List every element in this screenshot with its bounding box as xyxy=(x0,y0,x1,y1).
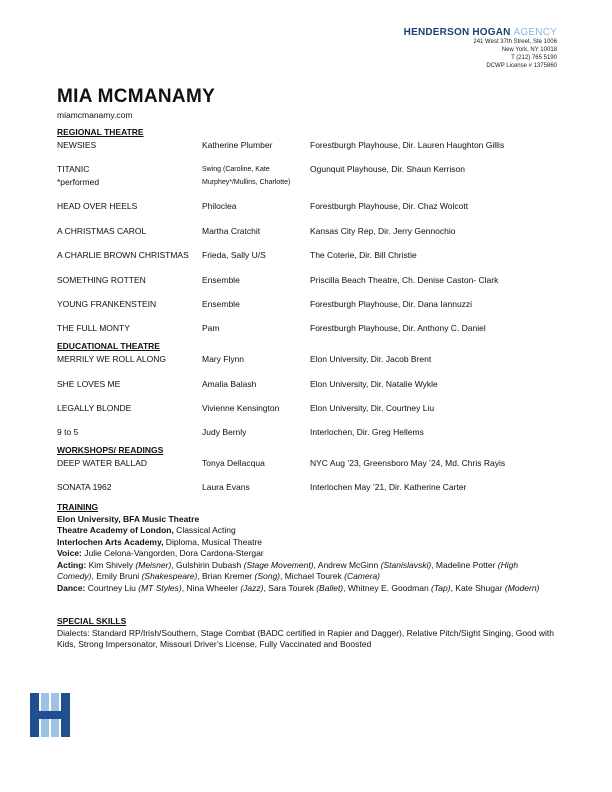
performer-name: MIA MCMANAMY xyxy=(57,86,216,107)
training-dance: Dance: Courtney Liu (MT Styles), Nina Wheeler (Jazz), Sara Tourek (Ballet), Whitney E. Goodman (Tap), Kate Shugar (Modern) xyxy=(57,582,540,593)
training-acting: Acting: Kim Shively (Meisner), Gulshirin Dubash (Stage Movement), Andrew McGinn (Stanislavski), Madeline Potter (High Comedy), Emily Bruni (Shakespeare), Brian Kremer (Song), Michael Tourek (Camera) xyxy=(57,559,519,581)
performer-website: miamcmanamy.com xyxy=(57,110,133,120)
credit-show: LEGALLY BLONDE xyxy=(57,403,132,413)
credit-show: 9 to 5 xyxy=(57,427,79,437)
credit-show: NEWSIES xyxy=(57,140,97,150)
credit-role: Katherine Plumber xyxy=(202,140,273,150)
section-title-regional: REGIONAL THEATRE xyxy=(57,127,144,137)
credit-role: Amalia Balash xyxy=(202,379,257,389)
credit-show: MERRILY WE ROLL ALONG xyxy=(57,354,166,364)
credit-role: Laura Evans xyxy=(202,482,250,492)
credit-venue: Priscilla Beach Theatre, Ch. Denise Caston- Clark xyxy=(310,275,499,285)
credit-venue: Interlochen, Dir. Greg Hellems xyxy=(310,427,424,437)
credit-venue: Forestburgh Playhouse, Dir. Chaz Wolcott xyxy=(310,201,469,211)
agency-address-line1: 241 West 37th Street, Ste 1006 xyxy=(473,39,557,45)
section-title-educational: EDUCATIONAL THEATRE xyxy=(57,341,160,351)
agency-address-line2: New York, NY 10018 xyxy=(501,47,557,53)
logo-bar-right xyxy=(61,693,70,737)
credit-role: Martha Cratchit xyxy=(202,226,261,236)
credit-venue: Ogunquit Playhouse, Dir. Shaun Kerrison xyxy=(310,164,465,174)
agency-name-suffix: AGENCY xyxy=(513,27,557,38)
section-title-training: TRAINING xyxy=(57,502,99,512)
credit-show: SOMETHING ROTTEN xyxy=(57,275,146,285)
logo-bar-left xyxy=(30,693,39,737)
credit-show: YOUNG FRANKENSTEIN xyxy=(57,299,157,309)
agency-phone: T (212) 765 5190 xyxy=(511,55,557,61)
credit-role-continued: Murphey*/Mullins, Charlotte) xyxy=(202,179,291,186)
credit-show-note: *performed xyxy=(57,177,100,187)
credit-show: A CHRISTMAS CAROL xyxy=(57,226,147,236)
training-elon: Elon University, BFA Music Theatre xyxy=(57,513,200,524)
credit-show: DEEP WATER BALLAD xyxy=(57,458,148,468)
credit-role: Philoclea xyxy=(202,201,237,211)
skills-section xyxy=(57,616,557,651)
credit-venue: Interlochen May ’21, Dir. Katherine Carter xyxy=(310,482,467,492)
credit-venue: Forestburgh Playhouse, Dir. Anthony C. Daniel xyxy=(310,323,486,333)
credit-show: SHE LOVES ME xyxy=(57,379,121,389)
credit-show: A CHARLIE BROWN CHRISTMAS xyxy=(57,250,189,260)
credit-venue: NYC Aug ’23, Greensboro May ’24, Md. Chris Rayis xyxy=(310,458,506,468)
section-title-skills: SPECIAL SKILLS xyxy=(57,616,127,626)
skills-text: Dialects: Standard RP/Irish/Southern, Stage Combat (BADC certified in Rapier and Dagger), Relative Pitch/Sight Singing, Good with Kids, Strong Impersonator, Missouri Driver’s License, Fully Vaccinated and Boosted xyxy=(57,627,555,649)
agency-logo xyxy=(30,693,70,737)
agency-name xyxy=(404,27,557,38)
credit-role: Frieda, Sally U/S xyxy=(202,250,266,260)
training-voice: Voice: Julie Celona-Vangorden, Dora Cardona-Stergar xyxy=(57,548,264,558)
credit-venue: Forestburgh Playhouse, Dir. Dana Iannuzzi xyxy=(310,299,473,309)
agency-name-main: HENDERSON HOGAN xyxy=(403,27,511,38)
credit-venue: Kansas City Rep, Dir. Jerry Gennochio xyxy=(310,226,456,236)
training-interlochen: Interlochen Arts Academy, Diploma, Musical Theatre xyxy=(57,536,263,547)
credit-show: HEAD OVER HEELS xyxy=(57,201,138,211)
credit-venue: The Coterie, Dir. Bill Christie xyxy=(310,250,417,260)
credit-venue: Forestburgh Playhouse, Dir. Lauren Haughton Gillis xyxy=(310,140,505,150)
credit-role: Ensemble xyxy=(202,275,240,285)
credit-show: SONATA 1962 xyxy=(57,482,112,492)
credit-show: TITANIC xyxy=(57,164,90,174)
training-london: Theatre Academy of London, Classical Acting xyxy=(57,525,236,535)
credit-role: Vivienne Kensington xyxy=(202,403,280,413)
credit-role: Tonya Dellacqua xyxy=(202,458,265,468)
agency-license: DCWP License # 1375860 xyxy=(486,63,557,69)
agency-header xyxy=(404,27,557,70)
credit-role: Pam xyxy=(202,323,220,333)
credit-venue: Elon University, Dir. Natalie Wykle xyxy=(310,379,438,389)
credit-venue: Elon University, Dir. Jacob Brent xyxy=(310,354,432,364)
credit-role: Swing (Caroline, Kate xyxy=(202,166,270,173)
training-section xyxy=(57,502,557,594)
credit-role: Judy Bernly xyxy=(202,427,247,437)
credit-role: Mary Flynn xyxy=(202,354,245,364)
credit-venue: Elon University, Dir. Courtney Liu xyxy=(310,403,435,413)
section-title-workshops: WORKSHOPS/ READINGS xyxy=(57,445,164,455)
credit-role: Ensemble xyxy=(202,299,240,309)
logo-crossbar xyxy=(39,711,61,719)
credit-show: THE FULL MONTY xyxy=(57,323,130,333)
